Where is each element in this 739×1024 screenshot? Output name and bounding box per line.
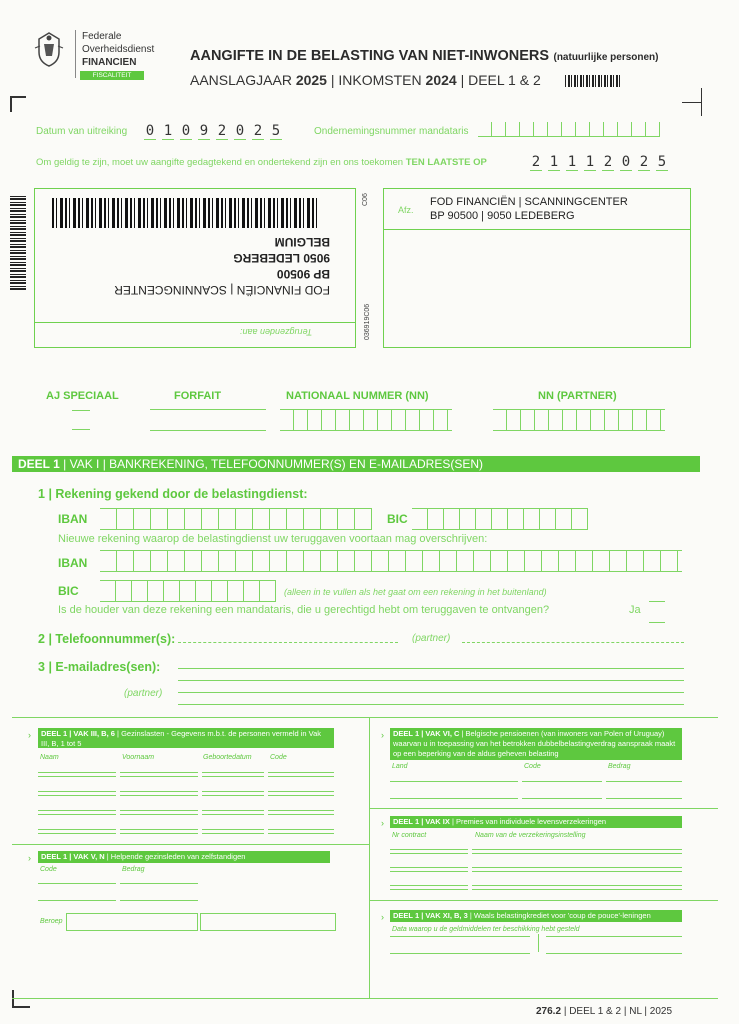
iban-known-field[interactable]	[100, 508, 372, 530]
vak9-arrow-icon: ›	[381, 818, 384, 828]
email-partner-label: (partner)	[124, 688, 163, 699]
vak5-arrow-icon: ›	[28, 853, 31, 863]
vak11-date-field-1[interactable]	[390, 936, 530, 954]
vak11-arrow-icon: ›	[381, 912, 384, 922]
bottom-grid-right-split2	[369, 900, 718, 901]
iban-new-field[interactable]	[100, 550, 682, 572]
vak6-arrow-icon: ›	[381, 730, 384, 740]
corner-mark-bottom-left	[12, 990, 30, 1008]
vak11-date-divider	[538, 934, 539, 952]
email-partner-field-2[interactable]	[178, 704, 684, 705]
phone-partner-field[interactable]	[462, 642, 684, 643]
bottom-grid-left-split	[12, 844, 369, 845]
vak6-col-land: Land	[392, 763, 408, 770]
vak11-note: Data waarop u de geldmiddelen ter beschikking hebt gesteld	[392, 926, 580, 933]
q3-heading: 3 | E-mailadres(sen):	[38, 660, 161, 674]
iban-label-new: IBAN	[58, 556, 88, 570]
vak9-rows[interactable]	[390, 840, 682, 894]
nn-label: NATIONAAL NUMMER (NN)	[286, 390, 429, 402]
phone-partner-label: (partner)	[412, 633, 451, 644]
bottom-grid-bottom-line	[12, 998, 718, 999]
bic-label-new: BIC	[58, 584, 79, 598]
vak3-header: DEEL 1 | VAK III, B, 6 | Gezinslasten - Gegevens m.b.t. de personen vermeld in Vak III, B, 1 tot 5	[38, 728, 334, 748]
side-barcode	[10, 196, 26, 290]
section1-header-bar: DEEL 1 | VAK I | BANKREKENING, TELEFOONNUMMER(S) EN E-MAILADRES(SEN)	[12, 456, 700, 472]
vak5-beroep-label: Beroep	[40, 918, 63, 925]
vak3-col-voornaam: Voornaam	[122, 754, 155, 761]
email-field-1[interactable]	[178, 668, 684, 669]
vak6-header: DEEL 1 | VAK VI, C | Belgische pensioenen (van inwoners van Polen of Uruguay) waarvan u in toepassing van het betrokken dubbelbelastingverdrag aanspraak maakt op een beperking van de aldus geheven belasting	[390, 728, 682, 760]
corner-mark-top-right	[682, 102, 702, 103]
corner-mark-top-left	[10, 96, 26, 112]
sender-divider	[383, 229, 690, 230]
nn-partner-field[interactable]	[493, 409, 665, 431]
new-account-label: Nieuwe rekening waarop de belastingdienst uw teruggaven voortaan mag overschrijven:	[58, 533, 488, 545]
phone-field[interactable]	[178, 642, 398, 643]
sender-code-top: C06	[362, 193, 369, 206]
mandatary-ja-label: Ja	[629, 604, 641, 616]
nn-field[interactable]	[280, 409, 452, 431]
sender-line1: FOD FINANCIËN | SCANNINGCENTER	[430, 196, 628, 208]
vak3-col-geboortedatum: Geboortedatum	[203, 754, 252, 761]
bottom-grid-right-split1	[369, 808, 718, 809]
form-title-main: AANGIFTE IN DE BELASTING VAN NIET-INWONERS	[190, 48, 550, 64]
aj-special-label: AJ SPECIAAL	[46, 390, 119, 402]
q2-heading: 2 | Telefoonnummer(s):	[38, 632, 176, 646]
vak5-beroep-field-2[interactable]	[200, 913, 336, 931]
vak5-beroep-field[interactable]	[66, 913, 198, 931]
vak3-col-naam: Naam	[40, 754, 59, 761]
vak5-rows[interactable]	[38, 874, 198, 908]
return-address-divider	[34, 322, 355, 323]
issue-date-label: Datum van uitreiking	[36, 126, 128, 137]
vak6-col-bedrag: Bedrag	[608, 763, 631, 770]
footer-form-code: 276.2 | DEEL 1 & 2 | NL | 2025	[536, 1006, 673, 1017]
org-name-line2: Overheidsdienst	[82, 44, 155, 55]
header-barcode	[565, 75, 621, 87]
sender-code-side: 036919C06	[364, 303, 371, 340]
vak5-col-bedrag: Bedrag	[122, 866, 145, 873]
logo-divider	[75, 30, 76, 78]
corner-mark-top-right-v	[701, 88, 702, 116]
company-number-field[interactable]	[478, 122, 660, 137]
return-to-label: Terugzenden aan:	[240, 327, 313, 337]
form-title	[190, 47, 659, 65]
vak5-header: DEEL 1 | VAK V, N | Helpende gezinsleden van zelfstandigen	[38, 851, 330, 863]
iban-label-known: IBAN	[58, 512, 88, 526]
vak3-col-code: Code	[270, 754, 287, 761]
return-address-barcode	[52, 198, 320, 228]
bottom-grid-middle-line	[369, 717, 370, 999]
company-number-label: Ondernemingsnummer mandataris	[314, 126, 469, 137]
org-badge: FISCALITEIT	[80, 71, 144, 80]
email-partner-field-1[interactable]	[178, 692, 684, 693]
foreign-account-note: (alleen in te vullen als het gaat om een rekening in het buitenland)	[284, 587, 547, 597]
return-address-text: FOD FINANCIËN | SCANNINGCENTER BP 90500 9050 LEDEBERG BELGIUM	[114, 235, 330, 297]
vak5-col-code: Code	[40, 866, 57, 873]
forfait-label: FORFAIT	[174, 390, 222, 402]
deadline-text: Om geldig te zijn, moet uw aangifte gedagtekend en ondertekend zijn en ons toekomen TEN LAATSTE OP	[36, 157, 487, 168]
vak3-arrow-icon: ›	[28, 730, 31, 740]
belgian-coat-of-arms-logo	[32, 30, 66, 68]
org-name-line3: FINANCIEN	[82, 57, 137, 68]
sender-line2: BP 90500 | 9050 LEDEBERG	[430, 210, 575, 222]
vak6-col-code: Code	[524, 763, 541, 770]
deadline-value: 2 1 1 1 2 0 2 5	[531, 154, 667, 170]
vak6-rows[interactable]	[390, 771, 682, 805]
mandatary-question: Is de houder van deze rekening een mandataris, die u gerechtigd hebt om teruggaven te ontvangen?	[58, 604, 550, 616]
vak9-col-contract: Nr contract	[392, 832, 427, 839]
bic-new-field[interactable]	[100, 580, 276, 602]
sender-afz-label: Afz.	[398, 205, 414, 215]
issue-date-value: 0 1 0 9 2 0 2 5	[145, 123, 281, 139]
vak3-rows[interactable]	[38, 762, 334, 838]
form-title-suffix: (natuurlijke personen)	[553, 52, 659, 63]
forfait-field[interactable]	[150, 409, 266, 431]
nn-partner-label: NN (PARTNER)	[538, 390, 617, 402]
bottom-grid-top-line	[12, 717, 718, 718]
vak11-header: DEEL 1 | VAK XI, B, 3 | Waals belastingkrediet voor 'coup de pouce'-leningen	[390, 910, 682, 922]
bic-known-field[interactable]	[412, 508, 588, 530]
aj-special-field[interactable]	[72, 410, 90, 430]
email-field-2[interactable]	[178, 680, 684, 681]
mandatary-ja-checkbox[interactable]	[649, 601, 665, 623]
org-name-line1: Federale	[82, 31, 122, 42]
vak11-date-field-2[interactable]	[546, 936, 682, 954]
form-subtitle: AANSLAGJAAR 2025 | INKOMSTEN 2024 | DEEL 1 & 2	[190, 72, 541, 88]
bic-label-known: BIC	[387, 512, 408, 526]
vak9-header: DEEL 1 | VAK IX | Premies van individuele levensverzekeringen	[390, 816, 682, 828]
q1-heading: 1 | Rekening gekend door de belastingdienst:	[38, 487, 308, 501]
vak9-col-insurer: Naam van de verzekeringsinstelling	[475, 832, 586, 839]
